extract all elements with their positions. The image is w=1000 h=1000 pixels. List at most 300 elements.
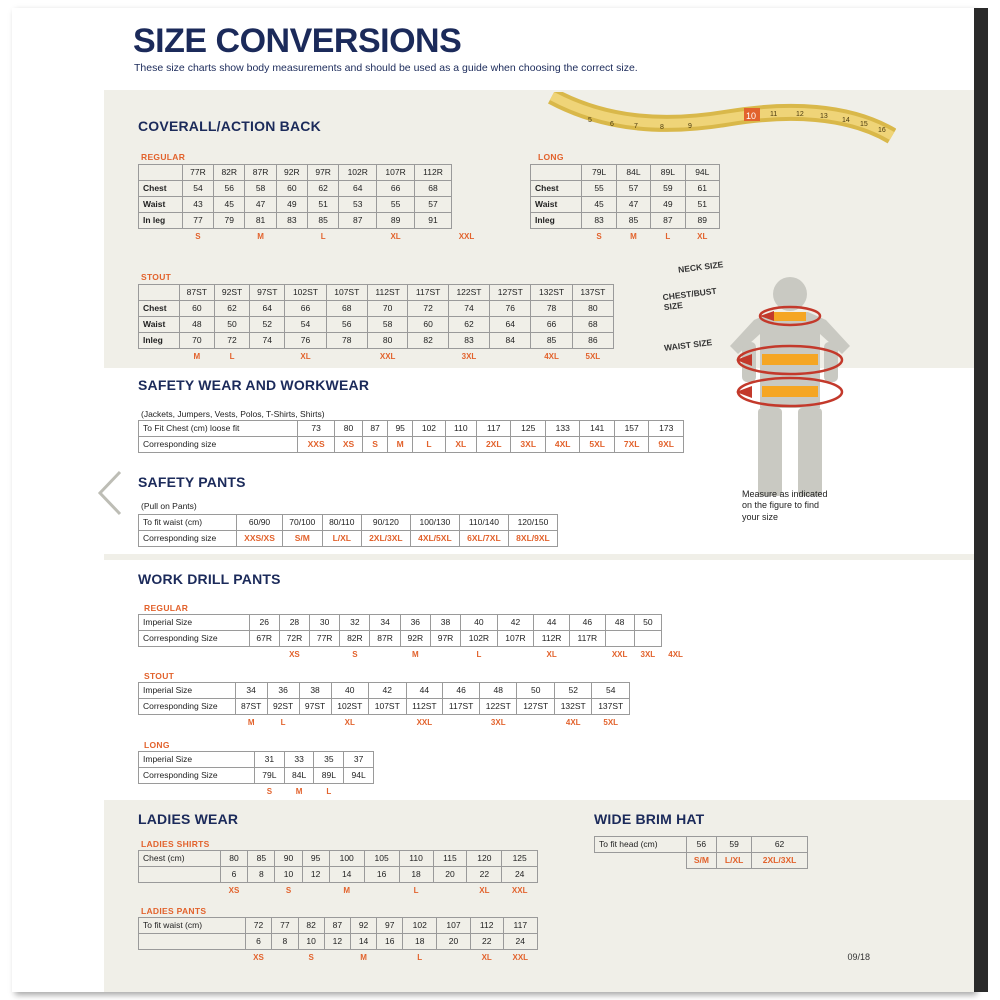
table-header-cell: 107R — [377, 165, 415, 181]
table-cell: 84 — [490, 333, 531, 349]
table-row — [139, 213, 482, 229]
table-cell: 122ST — [480, 699, 517, 715]
table-cell: 40 — [461, 615, 498, 631]
size-label-cell: L — [413, 437, 445, 453]
table-cell: 112R — [534, 631, 570, 647]
table-cell: 82 — [408, 333, 448, 349]
table-cell: 85 — [248, 851, 275, 867]
table-row — [139, 333, 614, 349]
size-label-cell: 4XL — [565, 718, 581, 727]
svg-text:10: 10 — [746, 111, 757, 121]
table-cell: 18 — [403, 934, 437, 950]
table-cell: 47 — [245, 197, 276, 213]
table-size-row — [139, 883, 538, 899]
table-cell: 80 — [334, 421, 362, 437]
table-cell: 90 — [275, 851, 302, 867]
table-cell — [634, 631, 662, 647]
table-row — [139, 615, 690, 631]
size-label-cell — [139, 784, 255, 800]
size-label-cell: M — [388, 437, 413, 453]
size-label-cell: 2XL/3XL — [361, 531, 410, 547]
table-safetywear — [138, 420, 684, 453]
table-cell: 100/130 — [410, 515, 459, 531]
size-label-cell — [490, 349, 531, 365]
size-label-cell — [249, 647, 279, 663]
svg-text:14: 14 — [842, 117, 850, 124]
size-label-cell: S — [308, 953, 314, 962]
table-cell: 70 — [179, 333, 214, 349]
table-cell: 77 — [272, 918, 298, 934]
table-cell: 72R — [279, 631, 309, 647]
table-cell: Chest — [531, 181, 582, 197]
size-label-cell — [430, 647, 460, 663]
figure-label-chest: CHEST/BUST SIZE — [662, 285, 718, 313]
table-cell: 70 — [367, 301, 407, 317]
table-header-cell: 117ST — [408, 285, 448, 301]
table-cell: 51 — [308, 197, 339, 213]
table-cell: 100 — [329, 851, 364, 867]
size-label-cell — [344, 784, 374, 800]
size-label-cell — [310, 647, 340, 663]
table-row — [139, 631, 690, 647]
table-cell: 58 — [367, 317, 407, 333]
table-cell: 6 — [245, 934, 272, 950]
size-label-cell: 4XL — [668, 649, 683, 659]
size-label-cell: 5XL — [585, 352, 601, 361]
table-header-cell — [139, 165, 183, 181]
table-cell: 62 — [308, 181, 339, 197]
table-cell: 68 — [415, 181, 452, 197]
table-cell: Waist — [139, 197, 183, 213]
table-cell: 117 — [503, 918, 537, 934]
table-cell: 141 — [580, 421, 614, 437]
size-label-cell — [443, 715, 480, 731]
table-row — [139, 421, 684, 437]
table-cell: 86 — [572, 333, 613, 349]
section-title-safetypants: SAFETY PANTS — [138, 474, 246, 490]
table-cell: 97R — [430, 631, 460, 647]
section-title-hat: WIDE BRIM HAT — [594, 811, 705, 827]
table-coverall-regular — [138, 164, 482, 244]
table-cell: 46 — [569, 615, 605, 631]
table-cell: Chest — [139, 181, 183, 197]
size-label-cell: S/M — [686, 853, 716, 869]
size-label-cell — [433, 883, 467, 899]
table-cell: 59 — [651, 181, 685, 197]
size-label-cell: XXS/XS — [237, 531, 283, 547]
table-cell: 81 — [245, 213, 276, 229]
table-row — [531, 197, 720, 213]
table-coverall-long — [530, 164, 720, 244]
size-label-cell: XS — [228, 886, 240, 895]
table-cell: 16 — [377, 934, 403, 950]
table-row — [139, 867, 538, 883]
table-row — [139, 683, 630, 699]
table-cell: Corresponding size — [139, 437, 298, 453]
table-row — [139, 851, 538, 867]
table-cell: 112ST — [406, 699, 443, 715]
table-cell: 92ST — [267, 699, 299, 715]
table-cell: 60 — [179, 301, 214, 317]
svg-text:13: 13 — [820, 113, 828, 120]
size-label-cell — [139, 229, 183, 245]
table-size-row — [139, 784, 374, 800]
table-header-cell: 77R — [182, 165, 213, 181]
table-safetypants — [138, 514, 558, 547]
size-label-cell: 6XL/7XL — [459, 531, 508, 547]
table-cell: 18 — [399, 867, 433, 883]
size-label-cell: M — [630, 232, 637, 241]
table-cell: 8 — [248, 867, 275, 883]
table-cell: 83 — [276, 213, 307, 229]
table-row — [595, 853, 808, 869]
size-label-cell — [302, 883, 329, 899]
table-header-cell: 94L — [685, 165, 719, 181]
table-row — [139, 934, 538, 950]
table-cell: 80 — [220, 851, 248, 867]
table-workdrill-regular — [138, 614, 690, 662]
table-cell: 22 — [467, 867, 502, 883]
table-cell: 87 — [324, 918, 350, 934]
size-label-cell — [415, 229, 452, 245]
table-cell: 68 — [326, 301, 367, 317]
table-cell: 117 — [477, 421, 511, 437]
table-cell: 62 — [448, 317, 489, 333]
table-cell: 34 — [370, 615, 400, 631]
table-cell: 55 — [377, 197, 415, 213]
size-label-cell: S — [195, 232, 201, 241]
table-cell: 66 — [531, 317, 572, 333]
size-label-cell: L — [665, 232, 671, 241]
table-header-cell: 112ST — [367, 285, 407, 301]
table-cell: 59 — [717, 837, 752, 853]
document-date: 09/18 — [847, 952, 870, 962]
size-label-cell — [369, 715, 406, 731]
size-label-cell — [276, 229, 307, 245]
size-label-cell: L — [280, 718, 286, 727]
table-cell: 32 — [340, 615, 370, 631]
table-cell: 12 — [302, 867, 329, 883]
table-cell: 50 — [634, 615, 662, 631]
table-cell: 73 — [298, 421, 335, 437]
table-row — [139, 317, 614, 333]
table-cell: 83 — [582, 213, 616, 229]
svg-text:16: 16 — [878, 127, 886, 134]
size-label-cell: 3XL — [461, 352, 477, 361]
table-ladies-shirts — [138, 850, 538, 898]
svg-text:7: 7 — [634, 123, 638, 130]
table-cell — [595, 853, 687, 869]
table-cell: 107ST — [369, 699, 406, 715]
table-cell: 107R — [497, 631, 534, 647]
table-cell: 82R — [340, 631, 370, 647]
table-cell: To fit waist (cm) — [139, 515, 237, 531]
table-cell: 8 — [272, 934, 298, 950]
table-size-row — [139, 647, 690, 663]
table-cell: 87R — [370, 631, 400, 647]
table-cell: 16 — [364, 867, 399, 883]
table-cell: 64 — [250, 301, 285, 317]
table-cell — [139, 867, 221, 883]
table-cell: 62 — [214, 301, 249, 317]
table-cell: Corresponding Size — [139, 768, 255, 784]
svg-text:15: 15 — [860, 121, 868, 128]
table-cell: 76 — [490, 301, 531, 317]
size-label-cell: L/XL — [322, 531, 361, 547]
table-cell: 53 — [339, 197, 377, 213]
table-cell: 62 — [752, 837, 808, 853]
table-cell: 44 — [534, 615, 570, 631]
table-cell: 6 — [220, 867, 248, 883]
size-label-cell: 5XL — [580, 437, 614, 453]
figure-label-neck: NECK SIZE — [677, 259, 724, 275]
subhead-ladies-pants: LADIES PANTS — [141, 906, 207, 916]
table-row — [139, 437, 684, 453]
size-label-cell: S/M — [282, 531, 322, 547]
table-cell: 54 — [182, 181, 213, 197]
table-cell: 112 — [470, 918, 503, 934]
table-header-row — [139, 165, 482, 181]
table-cell: To Fit Chest (cm) loose fit — [139, 421, 298, 437]
table-cell: Corresponding Size — [139, 631, 250, 647]
table-cell: 87 — [651, 213, 685, 229]
table-cell: To fit waist (cm) — [139, 918, 246, 934]
table-cell: To fit head (cm) — [595, 837, 687, 853]
table-header-row — [139, 285, 614, 301]
table-cell: 89L — [314, 768, 344, 784]
table-cell: 52 — [554, 683, 591, 699]
table-cell: 79L — [255, 768, 285, 784]
table-row — [531, 181, 720, 197]
table-cell: 120/150 — [508, 515, 557, 531]
table-header-cell: 102R — [339, 165, 377, 181]
table-cell: 56 — [686, 837, 716, 853]
table-cell: 115 — [433, 851, 467, 867]
size-label-cell: 3XL — [490, 718, 506, 727]
table-header-cell: 122ST — [448, 285, 489, 301]
table-cell: 36 — [400, 615, 430, 631]
size-label-cell — [324, 950, 350, 966]
note-safetypants: (Pull on Pants) — [141, 501, 197, 511]
size-label-cell: M — [295, 787, 303, 796]
size-label-cell: 2XL — [477, 437, 511, 453]
table-cell: 45 — [582, 197, 616, 213]
size-label-cell: XXL — [458, 231, 475, 241]
table-cell: 60/90 — [237, 515, 283, 531]
table-row — [139, 699, 630, 715]
size-label-cell: XXL — [512, 953, 529, 962]
size-label-cell: S — [362, 437, 387, 453]
table-cell: 107 — [437, 918, 471, 934]
table-cell: 67R — [249, 631, 279, 647]
table-header-cell: 127ST — [490, 285, 531, 301]
subhead-coverall-stout: STOUT — [141, 272, 172, 282]
table-cell: 95 — [388, 421, 413, 437]
subhead-coverall-regular: REGULAR — [141, 152, 186, 162]
svg-text:9: 9 — [688, 123, 692, 130]
size-label-cell: M — [411, 650, 419, 659]
left-white-margin — [12, 8, 104, 992]
table-cell: 52 — [250, 317, 285, 333]
table-cell: 110 — [399, 851, 433, 867]
table-cell: 102R — [461, 631, 498, 647]
table-cell: 12 — [324, 934, 350, 950]
table-row — [139, 515, 558, 531]
table-row — [139, 918, 538, 934]
table-cell: 54 — [285, 317, 326, 333]
size-label-cell: XXL — [416, 718, 433, 727]
table-cell: 54 — [592, 683, 630, 699]
table-cell: 110/140 — [459, 515, 508, 531]
size-label-cell: 5XL — [603, 718, 619, 727]
table-size-row — [139, 715, 630, 731]
table-cell: 85 — [308, 213, 339, 229]
table-cell: 49 — [651, 197, 685, 213]
size-label-cell: L — [417, 953, 423, 962]
size-label-cell — [299, 715, 331, 731]
table-header-cell: 97ST — [250, 285, 285, 301]
table-cell: 24 — [503, 934, 537, 950]
table-cell: In leg — [139, 213, 183, 229]
table-cell: 20 — [437, 934, 471, 950]
table-cell: Corresponding size — [139, 531, 237, 547]
size-label-cell: XL — [481, 953, 492, 962]
table-cell: Imperial Size — [139, 683, 236, 699]
table-row — [531, 213, 720, 229]
table-cell: 46 — [443, 683, 480, 699]
svg-text:8: 8 — [660, 124, 664, 131]
size-label-cell: XS — [334, 437, 362, 453]
table-row — [139, 531, 558, 547]
size-label-cell — [408, 349, 448, 365]
size-label-cell: M — [193, 352, 201, 361]
table-cell: 74 — [250, 333, 285, 349]
table-cell: 51 — [685, 197, 719, 213]
size-label-cell — [339, 229, 377, 245]
subhead-workdrill-stout: STOUT — [144, 671, 175, 681]
size-label-cell — [531, 229, 582, 245]
note-safetywear: (Jackets, Jumpers, Vests, Polos, T-Shirts, Shirts) — [141, 409, 325, 419]
table-cell: 48 — [179, 317, 214, 333]
table-cell — [139, 934, 246, 950]
size-label-cell: M — [343, 886, 351, 895]
figure-measure-note: Measure as indicated on the figure to find your size — [742, 489, 828, 522]
table-header-cell: 137ST — [572, 285, 613, 301]
table-cell: Chest (cm) — [139, 851, 221, 867]
table-cell: 117R — [569, 631, 605, 647]
size-label-cell: 7XL — [614, 437, 648, 453]
table-header-cell: 112R — [415, 165, 452, 181]
table-cell: 83 — [448, 333, 489, 349]
table-cell: 55 — [582, 181, 616, 197]
size-label-cell: XXS — [298, 437, 335, 453]
table-header-cell: 84L — [616, 165, 650, 181]
size-label-cell: XL — [445, 437, 476, 453]
table-cell: Corresponding Size — [139, 699, 236, 715]
svg-text:5: 5 — [588, 117, 592, 124]
table-cell: 64 — [339, 181, 377, 197]
table-cell: 77 — [182, 213, 213, 229]
table-cell: 137ST — [592, 699, 630, 715]
svg-text:11: 11 — [770, 111, 778, 118]
table-ladies-pants — [138, 917, 538, 965]
table-size-row — [139, 229, 482, 245]
right-dark-edge — [974, 8, 988, 992]
table-cell: 78 — [326, 333, 367, 349]
size-label-cell: S — [266, 787, 273, 796]
table-header-cell: 87R — [245, 165, 276, 181]
size-label-cell: XL — [300, 352, 311, 361]
table-cell: 50 — [214, 317, 249, 333]
size-label-cell — [377, 950, 403, 966]
table-cell: 56 — [326, 317, 367, 333]
size-label-cell: M — [257, 232, 264, 241]
table-cell: 92 — [350, 918, 376, 934]
table-header-cell: 107ST — [326, 285, 367, 301]
size-label-cell: XL — [697, 232, 708, 241]
table-cell: 48 — [480, 683, 517, 699]
table-cell: 66 — [377, 181, 415, 197]
table-cell: 50 — [517, 683, 554, 699]
size-label-cell: XS — [253, 953, 264, 962]
table-row — [139, 197, 482, 213]
table-cell: 61 — [685, 181, 719, 197]
table-cell: 60 — [408, 317, 448, 333]
table-size-row — [139, 950, 538, 966]
table-row — [139, 301, 614, 317]
table-cell: 38 — [299, 683, 331, 699]
table-cell: 66 — [285, 301, 326, 317]
table-cell: 78 — [531, 301, 572, 317]
page-subtitle: These size charts show body measurements and should be used as a guide when choosing the correct size. — [134, 62, 638, 74]
size-label-cell — [139, 950, 246, 966]
size-label-cell: 9XL — [649, 437, 684, 453]
table-header-cell: 79L — [582, 165, 616, 181]
size-label-cell: XL — [546, 650, 557, 659]
table-header-cell: 89L — [651, 165, 685, 181]
table-cell: 47 — [616, 197, 650, 213]
table-cell: 33 — [284, 752, 314, 768]
table-cell: 79 — [214, 213, 245, 229]
section-title-safetywear: SAFETY WEAR AND WORKWEAR — [138, 377, 370, 393]
table-cell: 20 — [433, 867, 467, 883]
size-label-cell — [139, 647, 250, 663]
size-label-cell: XXL — [379, 352, 396, 361]
section-title-coverall: COVERALL/ACTION BACK — [138, 118, 321, 134]
table-cell: 77R — [310, 631, 340, 647]
table-row — [139, 752, 374, 768]
table-cell: 70/100 — [282, 515, 322, 531]
table-size-row — [139, 349, 614, 365]
table-cell: 56 — [214, 181, 245, 197]
svg-text:6: 6 — [610, 121, 614, 128]
table-cell: 157 — [614, 421, 648, 437]
table-cell: 133 — [545, 421, 579, 437]
table-cell: 97ST — [299, 699, 331, 715]
table-cell: 97 — [377, 918, 403, 934]
table-cell: 125 — [502, 851, 538, 867]
table-cell: 72 — [408, 301, 448, 317]
size-label-cell: 4XL/5XL — [410, 531, 459, 547]
table-cell: Inleg — [139, 333, 180, 349]
table-hat — [594, 836, 808, 869]
size-label-cell: L/XL — [717, 853, 752, 869]
size-label-cell: M — [247, 718, 255, 727]
table-header-cell: 82R — [214, 165, 245, 181]
table-cell: 14 — [329, 867, 364, 883]
size-label-cell — [139, 349, 180, 365]
table-cell: 102 — [403, 918, 437, 934]
